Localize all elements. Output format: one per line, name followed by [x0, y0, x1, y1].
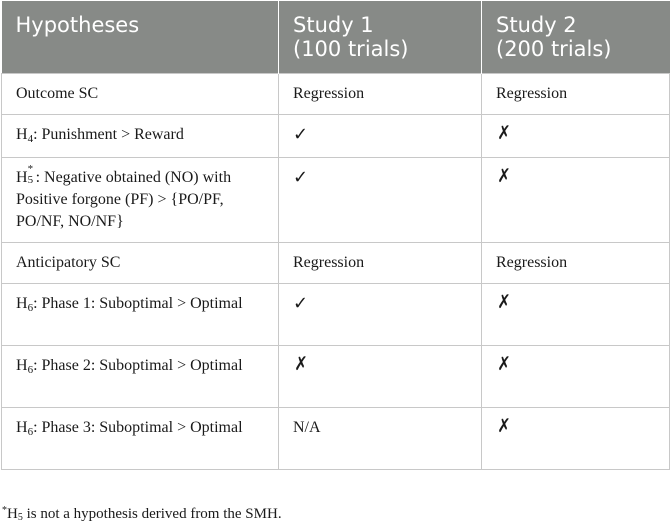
study-2-cell [482, 284, 670, 346]
hypothesis-label: : Phase 1: Suboptimal > Optimal [33, 295, 243, 312]
hypothesis-label: : Negative obtained (NO) with Positive forgone (PF) > {PO/PF, PO/NF, NO/NF} [16, 169, 232, 230]
hypothesis-label: : Phase 2: Suboptimal > Optimal [33, 357, 243, 374]
cross-mark-icon: ✗ [497, 353, 511, 375]
table-row [2, 408, 670, 470]
header-study-2-trials: (200 trials) [496, 37, 612, 61]
study-2-cell [482, 408, 670, 470]
header-study-1 [279, 1, 482, 74]
hypothesis-label: : Punishment > Reward [33, 126, 184, 143]
cross-mark-icon: ✗ [497, 122, 511, 144]
table-row [2, 115, 670, 158]
header-study-2 [482, 1, 670, 74]
footnote-text: is not a hypothesis derived from the SMH. [22, 506, 282, 522]
header-hypotheses: Hypotheses [2, 1, 279, 74]
header-study-1-title: Study 1 [293, 13, 374, 37]
check-mark-icon: ✓ [293, 124, 309, 145]
hypothesis-cell [2, 243, 279, 284]
study-2-cell: Regression [482, 74, 670, 115]
study-1-cell [279, 346, 482, 408]
hypotheses-table-container [1, 1, 669, 470]
study-2-cell [482, 158, 670, 243]
study-1-cell: Regression [279, 243, 482, 284]
study-1-cell: Regression [279, 74, 482, 115]
hypothesis-label: Anticipatory SC [16, 254, 121, 271]
study-1-cell: N/A [279, 408, 482, 470]
table-header-row [2, 1, 670, 74]
table-row [2, 346, 670, 408]
table-row [2, 74, 670, 115]
cross-mark-icon: ✗ [497, 291, 511, 313]
footnote-marker: * [2, 505, 7, 516]
study-2-cell: Regression [482, 243, 670, 284]
check-mark-icon: ✓ [293, 293, 309, 314]
study-2-cell [482, 346, 670, 408]
study-1-cell [279, 115, 482, 158]
hypothesis-cell [2, 74, 279, 115]
table-row [2, 243, 670, 284]
study-1-cell [279, 284, 482, 346]
table-row [2, 284, 670, 346]
header-study-2-title: Study 2 [496, 13, 577, 37]
study-1-cell [279, 158, 482, 243]
cross-mark-icon: ✗ [497, 415, 511, 437]
cross-mark-icon: ✗ [497, 165, 511, 187]
hypothesis-cell: $H_4$: Punishment > Reward [2, 115, 279, 158]
hypothesis-cell: $H_6$: Phase 3: Suboptimal > Optimal [2, 408, 279, 470]
hypothesis-cell: H * 5 : Negative obtained (NO) with Positive forgone (PF) > {PO/PF, PO/NF, NO/NF} [2, 158, 279, 243]
hypothesis-label: : Phase 3: Suboptimal > Optimal [33, 419, 243, 436]
hypothesis-label: Outcome SC [16, 85, 99, 102]
table-footnote: *H5 is not a hypothesis derived from the SMH. [2, 505, 282, 523]
header-study-1-trials: (100 trials) [293, 37, 409, 61]
check-mark-icon: ✓ [293, 167, 309, 188]
hypotheses-table [1, 1, 670, 470]
hypothesis-cell: $H_6$: Phase 2: Suboptimal > Optimal [2, 346, 279, 408]
hypothesis-cell: $H_6$: Phase 1: Suboptimal > Optimal [2, 284, 279, 346]
table-row [2, 158, 670, 243]
study-2-cell [482, 115, 670, 158]
cross-mark-icon: ✗ [294, 353, 308, 375]
